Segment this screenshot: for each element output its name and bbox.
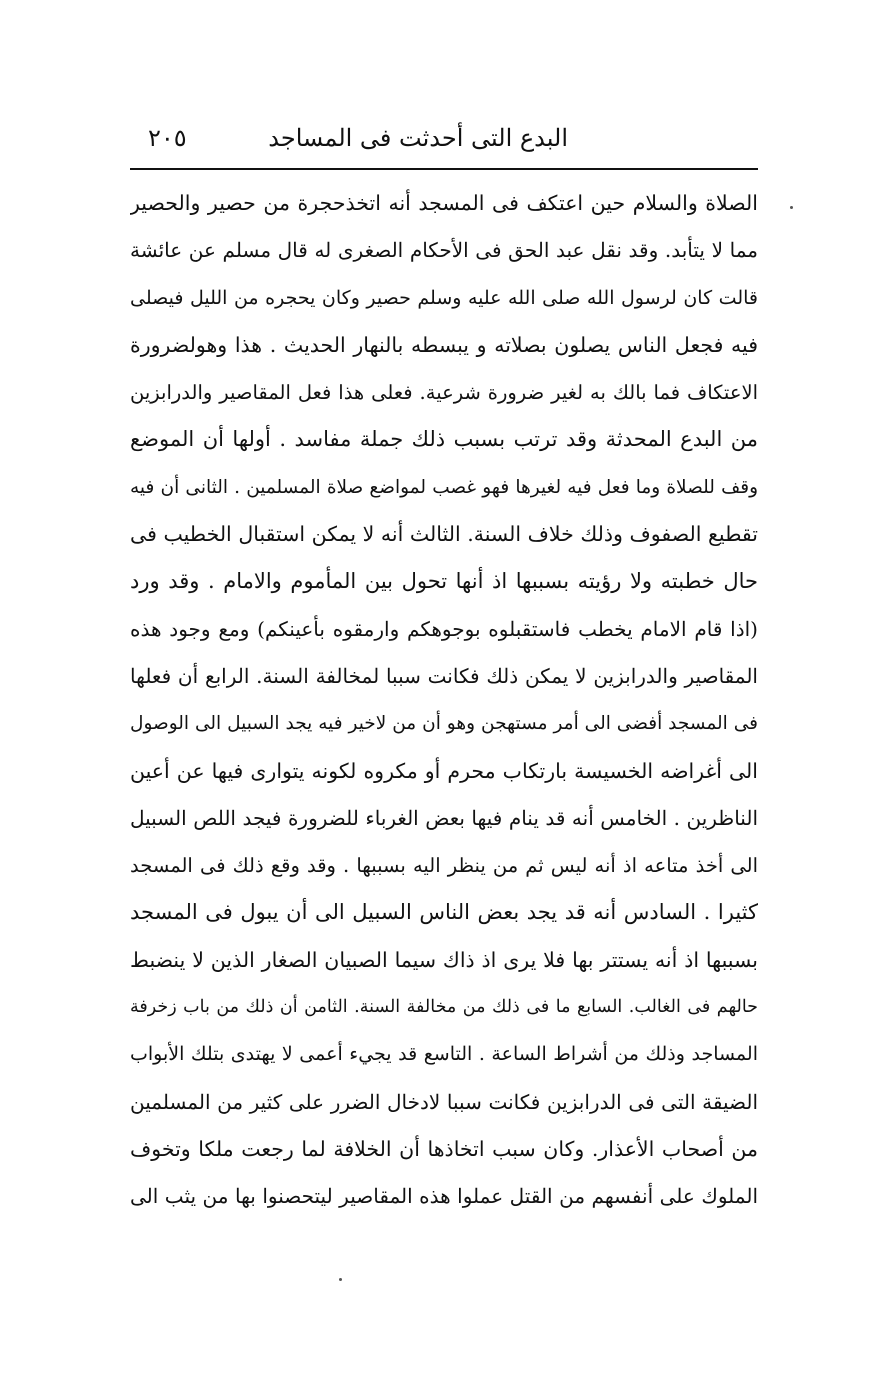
text-line: من أصحاب الأعذار. وكان سبب اتخاذها أن الخلافة لما رجعت ملكا وتخوف bbox=[130, 1136, 758, 1161]
text-line: من البدع المحدثة وقد ترتب بسبب ذلك جملة مفاسد . أولها أن الموضع bbox=[130, 427, 758, 452]
text-line: الضيقة التى فى الدرابزين فكانت سببا لادخال الضرر على كثير من المسلمين bbox=[130, 1089, 758, 1114]
text-line: حالهم فى الغالب. السابع ما فى ذلك من مخالفة السنة. الثامن أن ذلك من باب زخرفة bbox=[130, 997, 758, 1018]
print-speck bbox=[790, 206, 793, 209]
body-text bbox=[130, 180, 758, 1221]
text-line: قالت كان لرسول الله صلى الله عليه وسلم حصير وكان يحجره من الليل فيصلى bbox=[130, 286, 758, 309]
text-line: الملوك على أنفسهم من القتل عملوا هذه المقاصير ليتحصنوا بها من يثب الى bbox=[130, 1184, 758, 1209]
text-line: الى أغراضه الخسيسة بارتكاب محرم أو مكروه لكونه يتوارى فيها عن أعين bbox=[130, 758, 758, 783]
text-line: مما لا يتأبد. وقد نقل عبد الحق فى الأحكام الصغرى له قال مسلم عن عائشة bbox=[130, 238, 758, 263]
print-speck bbox=[339, 1278, 342, 1281]
text-line: فى المسجد أفضى الى أمر مستهجن وهو أن من لاخير فيه يجد السبيل الى الوصول bbox=[130, 713, 758, 735]
text-line: حال خطبته ولا رؤيته بسببها اذ أنها تحول بين المأموم والامام . وقد ورد bbox=[130, 569, 758, 594]
text-line: الناظرين . الخامس أنه قد ينام فيها بعض الغرباء للضرورة فيجد اللص السبيل bbox=[130, 805, 758, 830]
text-line: (اذا قام الامام يخطب فاستقبلوه بوجوهكم وارمقوه بأعينكم) ومع وجود هذه bbox=[130, 616, 758, 641]
header-rule bbox=[130, 168, 758, 170]
text-line: الاعتكاف فما بالك به لغير ضرورة شرعية. فعلى هذا فعل المقاصير والدرابزين bbox=[130, 381, 758, 405]
text-line: المقاصير والدرابزين لا يمكن ذلك فكانت سببا لمخالفة السنة. الرابع أن فعلها bbox=[130, 663, 758, 688]
text-line: بسببها اذ أنه يستتر بها فلا يرى اذ ذاك سيما الصبيان الصغار الذين لا ينضبط bbox=[130, 947, 758, 972]
text-line: الى أخذ متاعه اذ أنه ليس ثم من ينظر اليه بسببها . وقد وقع ذلك فى المسجد bbox=[130, 854, 758, 878]
text-line: كثيرا . السادس أنه قد يجد بعض الناس السبيل الى أن يبول فى المسجد bbox=[130, 900, 758, 925]
text-line: فيه فجعل الناس يصلون بصلاته و يبسطه بالنهار الحديث . هذا وهولضرورة bbox=[130, 332, 758, 357]
running-title: البدع التى أحدثت فى المساجد bbox=[268, 124, 568, 152]
text-line: المساجد وذلك من أشراط الساعة . التاسع قد يجيء أعمى لا يهتدى بتلك الأبواب bbox=[130, 1043, 758, 1066]
text-line: وقف للصلاة وما فعل فيه لغيرها فهو غصب لمواضع صلاة المسلمين . الثانى أن فيه bbox=[130, 476, 758, 498]
text-line: تقطيع الصفوف وذلك خلاف السنة. الثالث أنه لا يمكن استقبال الخطيب فى bbox=[130, 522, 758, 547]
page-header bbox=[130, 120, 758, 164]
page-number: ٢٠٥ bbox=[148, 124, 187, 152]
text-line: الصلاة والسلام حين اعتكف فى المسجد أنه اتخذحجرة من حصير والحصير bbox=[130, 191, 758, 215]
